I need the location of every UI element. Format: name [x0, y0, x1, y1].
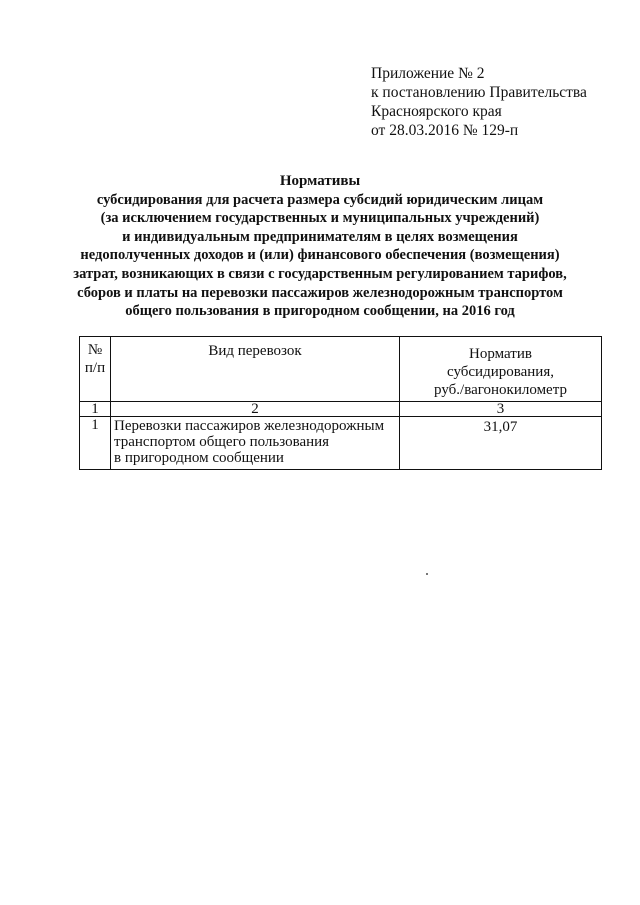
- title-heading: Нормативы: [279, 173, 361, 189]
- row-norm-value: 31,07: [400, 417, 602, 470]
- row-number: 1: [80, 417, 111, 470]
- title-line: сборов и платы на перевозки пассажиров железнодорожным транспортом: [77, 284, 563, 301]
- appendix-header: [371, 64, 587, 140]
- title-line: и индивидуальным предпринимателям в целях возмещения: [122, 228, 518, 245]
- title-line: общего пользования в пригородном сообщении, на 2016 год: [125, 303, 515, 320]
- scan-speck: [426, 573, 428, 575]
- table-row: [80, 417, 602, 470]
- header-norm-line: руб./вагонокилометр: [434, 382, 567, 398]
- title-line: субсидирования для расчета размера субсидий юридическим лицам: [96, 191, 544, 208]
- column-index: 3: [400, 402, 602, 417]
- row-transport-type-line: в пригородном сообщении: [114, 450, 284, 466]
- title-line: затрат, возникающих в связи с государственным регулированием тарифов,: [73, 265, 567, 282]
- row-transport-type-line: транспортом общего пользования: [114, 434, 330, 450]
- appendix-number: Приложение № 2: [371, 65, 485, 82]
- header-number: [80, 337, 111, 402]
- row-transport-type-line: Перевозки пассажиров железнодорожным: [114, 418, 385, 434]
- norms-table: [79, 336, 602, 470]
- header-number-abbrev: п/п: [84, 360, 106, 376]
- column-index-row: [80, 402, 602, 417]
- title-line: недополученных доходов и (или) финансового обеспечения (возмещения): [80, 247, 560, 264]
- appendix-reference: к постановлению Правительства: [371, 84, 587, 101]
- header-number-sign: №: [87, 342, 103, 358]
- header-transport-type: [111, 337, 400, 402]
- appendix-date: от 28.03.2016 № 129-п: [371, 122, 519, 139]
- header-transport-type-label: Вид перевозок: [208, 343, 302, 359]
- column-index: 2: [111, 402, 400, 417]
- header-norm-line: Норматив: [469, 346, 532, 362]
- title-line: (за исключением государственных и муниципальных учреждений): [100, 210, 540, 227]
- header-norm: [400, 337, 602, 402]
- row-transport-type: [111, 417, 400, 470]
- document-title: [40, 172, 600, 321]
- header-norm-line: субсидирования,: [447, 364, 554, 380]
- column-index: 1: [80, 402, 111, 417]
- table-header-row: [80, 337, 602, 402]
- appendix-region: Красноярского края: [371, 103, 502, 120]
